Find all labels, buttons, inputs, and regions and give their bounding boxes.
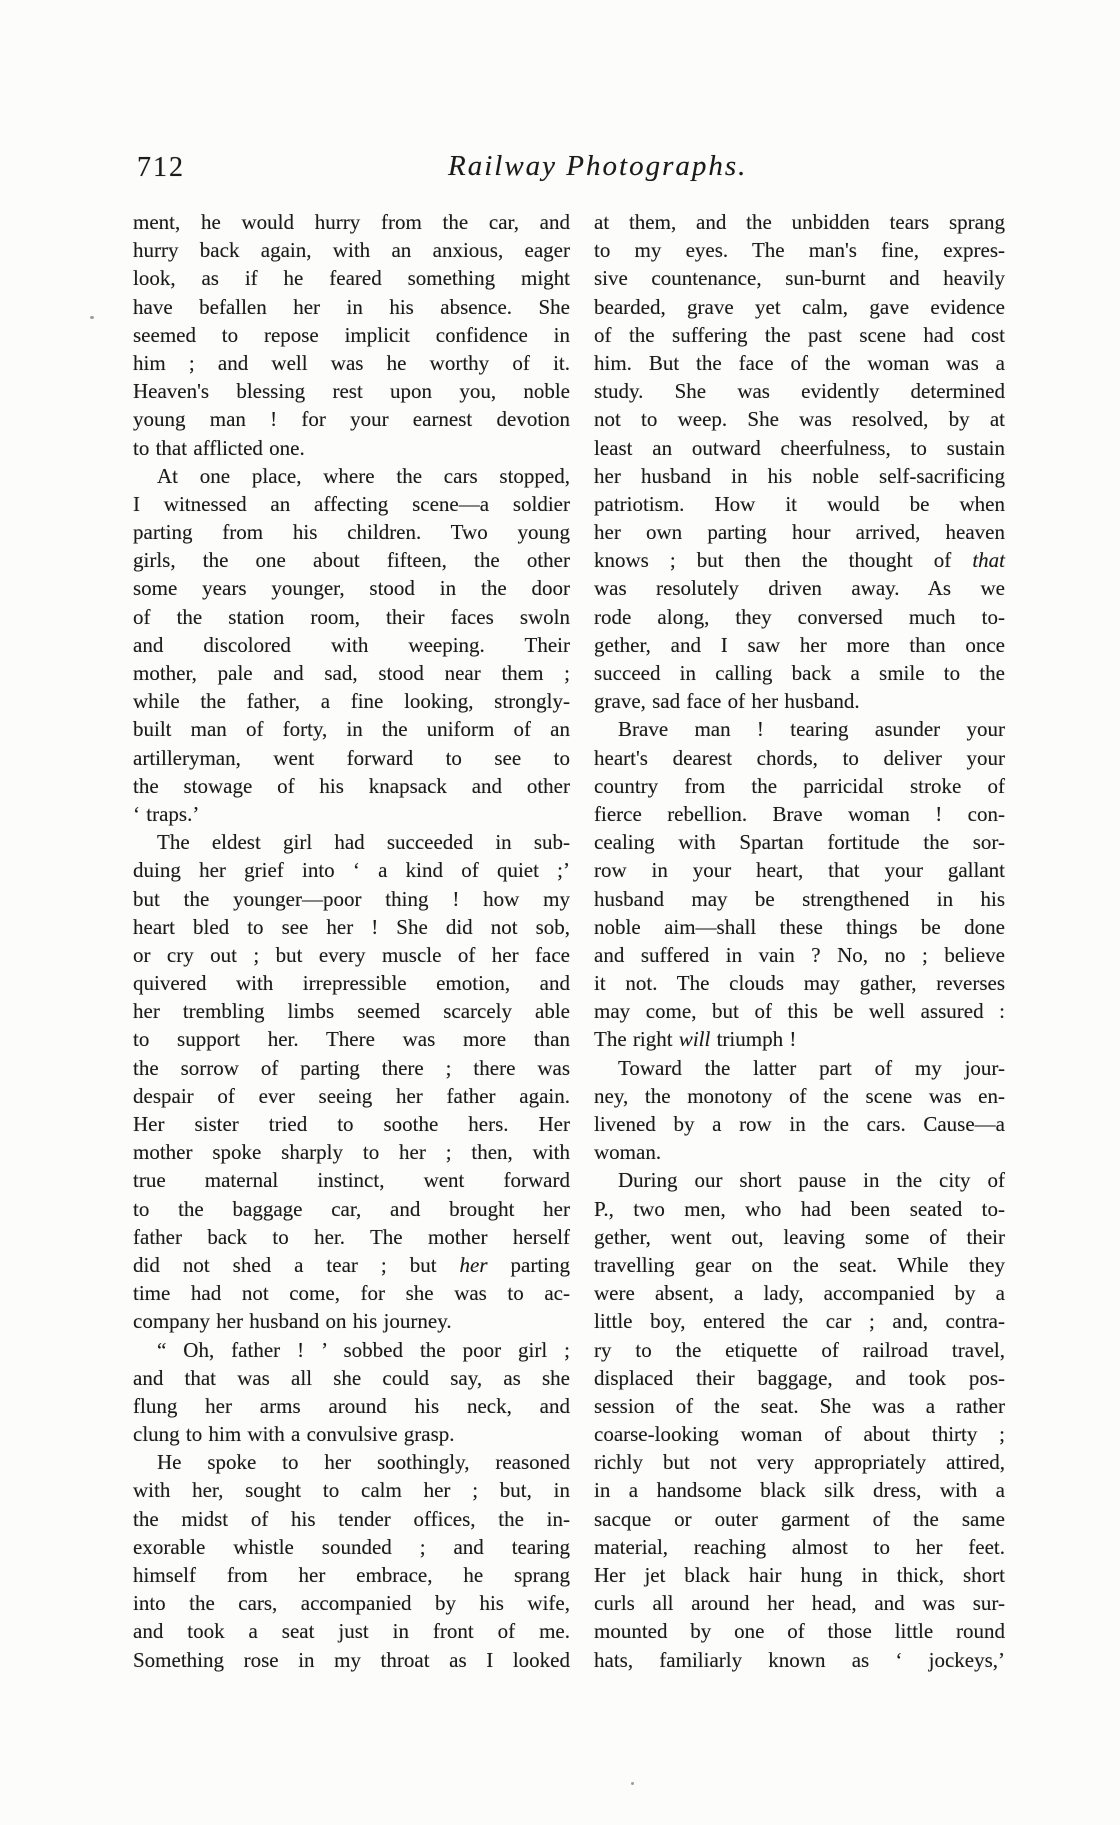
text-line: in a handsome black silk dress, with a — [594, 1478, 1005, 1503]
text-line: heart's dearest chords, to deliver your — [594, 745, 1005, 770]
plain-text: knows ; but then the thought of — [594, 548, 973, 573]
text-line: parting from his children. Two young — [133, 520, 570, 545]
text-line: not to weep. She was resolved, by at — [594, 407, 1005, 432]
text-line: clung to him with a convulsive grasp. — [133, 1422, 455, 1447]
plain-text: did not shed a tear ; but — [133, 1252, 460, 1277]
text-line: heart bled to see her ! She did not sob, — [133, 914, 570, 939]
text-line: the stowage of his knapsack and other — [133, 773, 570, 798]
text-line: P., two men, who had been seated to- — [594, 1196, 1005, 1221]
text-line: and suffered in vain ? No, no ; believe — [594, 942, 1005, 967]
text-line: built man of forty, in the uniform of an — [133, 717, 570, 742]
text-line: Heaven's blessing rest upon you, noble — [133, 379, 570, 404]
text-line: mounted by one of those little round — [594, 1619, 1005, 1644]
text-line: little boy, entered the car ; and, contra- — [594, 1309, 1005, 1334]
text-line: ‘ traps.’ — [133, 801, 200, 826]
text-line: of the suffering the past scene had cost — [594, 322, 1005, 347]
text-line: the midst of his tender offices, the in- — [133, 1506, 570, 1531]
text-line: row in your heart, that your gallant — [594, 858, 1005, 883]
text-line: travelling gear on the seat. While they — [594, 1252, 1005, 1277]
text-line: During our short pause in the city of — [618, 1168, 1005, 1193]
text-line: mother spoke sharply to her ; then, with — [133, 1140, 570, 1165]
text-line: bearded, grave yet calm, gave evidence — [594, 294, 1005, 319]
text-line: Something rose in my throat as I looked — [133, 1647, 570, 1672]
text-line: and took a seat just in front of me. — [133, 1619, 570, 1644]
paragraph — [594, 1166, 1005, 1673]
italic-text: will — [678, 1027, 711, 1052]
text-line: gether, and I saw her more than once — [594, 632, 1005, 657]
text-line: were absent, a lady, accompanied by a — [594, 1281, 1005, 1306]
text-line: or cry out ; but every muscle of her face — [133, 942, 570, 967]
text-line: duing her grief into ‘ a kind of quiet ;’ — [133, 858, 570, 883]
text-line: sacque or outer garment of the same — [594, 1506, 1005, 1531]
text-line — [594, 546, 1005, 574]
text-line: to that afflicted one. — [133, 435, 305, 460]
text-line: Her jet black hair hung in thick, short — [594, 1563, 1005, 1587]
text-line: to the baggage car, and brought her — [133, 1196, 570, 1221]
text-line: young man ! for your earnest devotion — [133, 407, 570, 432]
text-line: Toward the latter part of my jour- — [618, 1055, 1005, 1080]
text-line: rode along, they conversed much to- — [594, 604, 1005, 629]
text-line: her trembling limbs seemed scarcely able — [133, 999, 570, 1024]
plain-text: triumph ! — [710, 1027, 797, 1052]
text-line: patriotism. How it would be when — [594, 491, 1005, 516]
text-line: her husband in his noble self-sacrificing — [594, 463, 1005, 488]
text-line: ment, he would hurry from the car, and — [133, 210, 570, 234]
text-line: study. She was evidently determined — [594, 379, 1005, 404]
text-line: sive countenance, sun-burnt and heavily — [594, 266, 1005, 291]
text-line: may come, but of this be well assured : — [594, 999, 1005, 1024]
text-line: fierce rebellion. Brave woman ! con- — [594, 801, 1005, 826]
text-line: to my eyes. The man's fine, expres- — [594, 238, 1005, 263]
text-line: some years younger, stood in the door — [133, 576, 570, 601]
text-line: hats, familiarly known as ‘ jockeys,’ — [594, 1647, 1005, 1672]
text-line: mother, pale and sad, stood near them ; — [133, 661, 570, 685]
text-line: Brave man ! tearing asunder your — [618, 717, 1005, 742]
paragraph — [594, 1054, 1005, 1167]
page-number: 712 — [137, 152, 185, 183]
text-line: but the younger—poor thing ! how my — [133, 886, 570, 911]
text-line: him ; and well was he worthy of it. — [133, 350, 570, 375]
text-line: livened by a row in the cars. Cause—a — [594, 1112, 1005, 1136]
text-line: ry to the etiquette of railroad travel, — [594, 1337, 1005, 1362]
text-line: look, as if he feared something might — [133, 266, 570, 291]
text-line — [133, 1251, 570, 1279]
text-line: her own parting hour arrived, heaven — [594, 520, 1005, 545]
scan-speck — [90, 316, 94, 319]
paragraph — [594, 715, 1005, 1053]
text-line: himself from her embrace, he sprang — [133, 1563, 570, 1587]
text-line: seemed to repose implicit confidence in — [133, 322, 570, 347]
paragraph — [133, 208, 570, 462]
paragraph — [133, 1336, 570, 1449]
text-line: grave, sad face of her husband. — [594, 689, 860, 714]
text-line: “ Oh, father ! ’ sobbed the poor girl ; — [157, 1337, 570, 1362]
italic-text: her — [459, 1252, 488, 1277]
text-line: and that was all she could say, as she — [133, 1365, 570, 1390]
text-line: it not. The clouds may gather, reverses — [594, 971, 1005, 996]
plain-text: The right — [594, 1027, 679, 1052]
text-line: father back to her. The mother herself — [133, 1224, 570, 1249]
paragraph — [133, 462, 570, 828]
text-line: have befallen her in his absence. She — [133, 294, 570, 319]
text-line: country from the parricidal stroke of — [594, 773, 1005, 798]
text-line: cealing with Spartan fortitude the sor- — [594, 830, 1005, 855]
text-line — [594, 1025, 1005, 1053]
text-line: and discolored with weeping. Their — [133, 632, 570, 657]
text-line: He spoke to her soothingly, reasoned — [157, 1450, 570, 1475]
text-line: hurry back again, with an anxious, eager — [133, 238, 570, 263]
scan-speck — [631, 1782, 634, 1785]
text-line: quivered with irrepressible emotion, and — [133, 971, 570, 996]
text-line: the sorrow of parting there ; there was — [133, 1055, 570, 1080]
running-title: Railway Photographs. — [448, 150, 748, 182]
text-line: artilleryman, went forward to see to — [133, 745, 570, 770]
text-column-right — [594, 208, 1005, 1674]
text-line: was resolutely driven away. As we — [594, 576, 1005, 601]
text-line: to support her. There was more than — [133, 1027, 570, 1052]
text-line: displaced their baggage, and took pos- — [594, 1365, 1005, 1390]
paragraph — [594, 208, 1005, 715]
text-line: I witnessed an affecting scene—a soldier — [133, 491, 570, 516]
text-line: while the father, a fine looking, strongly- — [133, 689, 570, 714]
text-line: succeed in calling back a smile to the — [594, 661, 1005, 685]
text-line: company her husband on his journey. — [133, 1309, 452, 1334]
text-line: exorable whistle sounded ; and tearing — [133, 1534, 570, 1559]
text-line: of the station room, their faces swoln — [133, 604, 570, 629]
paragraph — [133, 1448, 570, 1674]
text-line: true maternal instinct, went forward — [133, 1168, 570, 1193]
text-line: noble aim—shall these things be done — [594, 914, 1005, 939]
text-line: ney, the monotony of the scene was en- — [594, 1083, 1005, 1108]
text-line: despair of ever seeing her father again. — [133, 1083, 570, 1108]
text-line: Her sister tried to soothe hers. Her — [133, 1112, 570, 1136]
text-line: The eldest girl had succeeded in sub- — [157, 830, 570, 855]
text-line: least an outward cheerfulness, to sustain — [594, 435, 1005, 460]
text-line: curls all around her head, and was sur- — [594, 1591, 1005, 1616]
text-line: coarse-looking woman of about thirty ; — [594, 1422, 1005, 1447]
text-line: into the cars, accompanied by his wife, — [133, 1591, 570, 1616]
text-line: session of the seat. She was a rather — [594, 1393, 1005, 1418]
text-line: him. But the face of the woman was a — [594, 350, 1005, 375]
paragraph — [133, 828, 570, 1335]
text-line: girls, the one about fifteen, the other — [133, 548, 570, 573]
text-line: gether, went out, leaving some of their — [594, 1224, 1005, 1249]
text-line: flung her arms around his neck, and — [133, 1393, 570, 1418]
text-line: husband may be strengthened in his — [594, 886, 1005, 911]
text-line: richly but not very appropriately attired, — [594, 1450, 1005, 1475]
text-line: At one place, where the cars stopped, — [157, 463, 570, 488]
text-line: woman. — [594, 1140, 662, 1165]
text-line: at them, and the unbidden tears sprang — [594, 210, 1005, 234]
italic-text: that — [972, 548, 1005, 573]
plain-text: parting — [487, 1252, 571, 1277]
text-line: with her, sought to calm her ; but, in — [133, 1478, 570, 1503]
text-line: material, reaching almost to her feet. — [594, 1534, 1005, 1559]
text-column-left — [133, 208, 570, 1674]
text-line: time had not come, for she was to ac- — [133, 1281, 570, 1306]
